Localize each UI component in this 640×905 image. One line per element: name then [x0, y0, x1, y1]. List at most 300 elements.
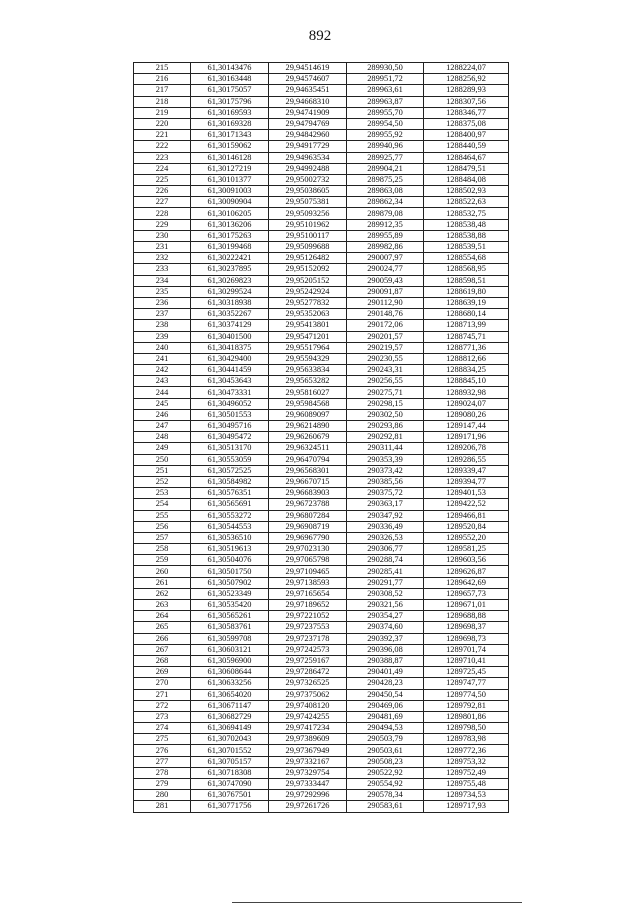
latitude-cell: 61,30608644 — [191, 667, 269, 678]
y-coordinate-cell: 1288771,36 — [424, 342, 509, 353]
x-coordinate-cell: 289963,87 — [347, 96, 424, 107]
table-row — [134, 253, 509, 264]
table-row — [134, 678, 509, 689]
y-coordinate-cell: 1289206,78 — [424, 443, 509, 454]
table-row — [134, 622, 509, 633]
table-row — [134, 365, 509, 376]
latitude-cell: 61,30169593 — [191, 107, 269, 118]
y-coordinate-cell: 1288538,88 — [424, 230, 509, 241]
y-coordinate-cell: 1289339,47 — [424, 465, 509, 476]
point-number-cell: 222 — [134, 141, 191, 152]
x-coordinate-cell: 289912,35 — [347, 219, 424, 230]
longitude-cell: 29,94574607 — [269, 74, 347, 85]
y-coordinate-cell: 1288932,98 — [424, 387, 509, 398]
point-number-cell: 257 — [134, 532, 191, 543]
latitude-cell: 61,30495716 — [191, 421, 269, 432]
x-coordinate-cell: 290298,15 — [347, 398, 424, 409]
longitude-cell: 29,94917729 — [269, 141, 347, 152]
y-coordinate-cell: 1288619,80 — [424, 286, 509, 297]
longitude-cell: 29,97259167 — [269, 655, 347, 666]
latitude-cell: 61,30523349 — [191, 588, 269, 599]
point-number-cell: 223 — [134, 152, 191, 163]
y-coordinate-cell: 1288400,97 — [424, 130, 509, 141]
longitude-cell: 29,94514619 — [269, 63, 347, 74]
table-row — [134, 488, 509, 499]
point-number-cell: 263 — [134, 600, 191, 611]
x-coordinate-cell: 290308,52 — [347, 588, 424, 599]
longitude-cell: 29,95352063 — [269, 309, 347, 320]
latitude-cell: 61,30572525 — [191, 465, 269, 476]
table-row — [134, 174, 509, 185]
latitude-cell: 61,30159062 — [191, 141, 269, 152]
table-row — [134, 342, 509, 353]
x-coordinate-cell: 290112,90 — [347, 297, 424, 308]
latitude-cell: 61,30299524 — [191, 286, 269, 297]
x-coordinate-cell: 290522,92 — [347, 767, 424, 778]
y-coordinate-cell: 1289772,36 — [424, 745, 509, 756]
table-row — [134, 141, 509, 152]
point-number-cell: 252 — [134, 476, 191, 487]
point-number-cell: 271 — [134, 689, 191, 700]
table-row — [134, 242, 509, 253]
latitude-cell: 61,30222421 — [191, 253, 269, 264]
longitude-cell: 29,97424255 — [269, 711, 347, 722]
latitude-cell: 61,30496052 — [191, 398, 269, 409]
point-number-cell: 248 — [134, 432, 191, 443]
x-coordinate-cell: 290374,60 — [347, 622, 424, 633]
y-coordinate-cell: 1289422,52 — [424, 499, 509, 510]
table-row — [134, 723, 509, 734]
longitude-cell: 29,95152092 — [269, 264, 347, 275]
x-coordinate-cell: 290302,50 — [347, 409, 424, 420]
table-row — [134, 208, 509, 219]
table-row — [134, 555, 509, 566]
table-row — [134, 711, 509, 722]
longitude-cell: 29,95101962 — [269, 219, 347, 230]
y-coordinate-cell: 1289581,25 — [424, 544, 509, 555]
y-coordinate-cell: 1289755,48 — [424, 779, 509, 790]
point-number-cell: 260 — [134, 566, 191, 577]
longitude-cell: 29,96683903 — [269, 488, 347, 499]
table-row — [134, 499, 509, 510]
point-number-cell: 224 — [134, 163, 191, 174]
x-coordinate-cell: 290326,53 — [347, 532, 424, 543]
longitude-cell: 29,97237553 — [269, 622, 347, 633]
point-number-cell: 258 — [134, 544, 191, 555]
x-coordinate-cell: 290230,55 — [347, 353, 424, 364]
longitude-cell: 29,97065798 — [269, 555, 347, 566]
longitude-cell: 29,96908719 — [269, 521, 347, 532]
table-row — [134, 790, 509, 801]
y-coordinate-cell: 1289783,98 — [424, 734, 509, 745]
latitude-cell: 61,30536510 — [191, 532, 269, 543]
longitude-cell: 29,95100117 — [269, 230, 347, 241]
point-number-cell: 262 — [134, 588, 191, 599]
x-coordinate-cell: 290007,97 — [347, 253, 424, 264]
table-row — [134, 745, 509, 756]
longitude-cell: 29,94963534 — [269, 152, 347, 163]
point-number-cell: 216 — [134, 74, 191, 85]
x-coordinate-cell: 290392,37 — [347, 633, 424, 644]
latitude-cell: 61,30501553 — [191, 409, 269, 420]
table-row — [134, 297, 509, 308]
y-coordinate-cell: 1288307,56 — [424, 96, 509, 107]
x-coordinate-cell: 290321,56 — [347, 600, 424, 611]
x-coordinate-cell: 289954,50 — [347, 118, 424, 129]
x-coordinate-cell: 289982,86 — [347, 242, 424, 253]
x-coordinate-cell: 290503,61 — [347, 745, 424, 756]
table-row — [134, 779, 509, 790]
point-number-cell: 229 — [134, 219, 191, 230]
latitude-cell: 61,30535420 — [191, 600, 269, 611]
point-number-cell: 280 — [134, 790, 191, 801]
x-coordinate-cell: 290354,27 — [347, 611, 424, 622]
table-row — [134, 443, 509, 454]
x-coordinate-cell: 289955,70 — [347, 107, 424, 118]
x-coordinate-cell: 290508,23 — [347, 756, 424, 767]
point-number-cell: 277 — [134, 756, 191, 767]
y-coordinate-cell: 1289774,50 — [424, 689, 509, 700]
x-coordinate-cell: 290353,39 — [347, 454, 424, 465]
point-number-cell: 279 — [134, 779, 191, 790]
y-coordinate-cell: 1289642,69 — [424, 577, 509, 588]
y-coordinate-cell: 1289753,32 — [424, 756, 509, 767]
longitude-cell: 29,96723788 — [269, 499, 347, 510]
x-coordinate-cell: 290306,77 — [347, 544, 424, 555]
latitude-cell: 61,30584982 — [191, 476, 269, 487]
x-coordinate-cell: 290219,57 — [347, 342, 424, 353]
y-coordinate-cell: 1288639,19 — [424, 297, 509, 308]
table-row — [134, 655, 509, 666]
x-coordinate-cell: 290201,57 — [347, 331, 424, 342]
latitude-cell: 61,30682729 — [191, 711, 269, 722]
x-coordinate-cell: 289875,25 — [347, 174, 424, 185]
y-coordinate-cell: 1289024,07 — [424, 398, 509, 409]
x-coordinate-cell: 289955,92 — [347, 130, 424, 141]
point-number-cell: 255 — [134, 510, 191, 521]
point-number-cell: 269 — [134, 667, 191, 678]
point-number-cell: 270 — [134, 678, 191, 689]
latitude-cell: 61,30747090 — [191, 779, 269, 790]
latitude-cell: 61,30418375 — [191, 342, 269, 353]
latitude-cell: 61,30237895 — [191, 264, 269, 275]
longitude-cell: 29,97389609 — [269, 734, 347, 745]
latitude-cell: 61,30352267 — [191, 309, 269, 320]
latitude-cell: 61,30199468 — [191, 242, 269, 253]
x-coordinate-cell: 290311,44 — [347, 443, 424, 454]
longitude-cell: 29,95984568 — [269, 398, 347, 409]
latitude-cell: 61,30106205 — [191, 208, 269, 219]
latitude-cell: 61,30599708 — [191, 633, 269, 644]
point-number-cell: 220 — [134, 118, 191, 129]
point-number-cell: 217 — [134, 85, 191, 96]
y-coordinate-cell: 1288346,77 — [424, 107, 509, 118]
table-row — [134, 320, 509, 331]
latitude-cell: 61,30453643 — [191, 376, 269, 387]
longitude-cell: 29,95277832 — [269, 297, 347, 308]
x-coordinate-cell: 289925,77 — [347, 152, 424, 163]
table-row — [134, 465, 509, 476]
y-coordinate-cell: 1289657,73 — [424, 588, 509, 599]
latitude-cell: 61,30495472 — [191, 432, 269, 443]
y-coordinate-cell: 1289725,45 — [424, 667, 509, 678]
point-number-cell: 227 — [134, 197, 191, 208]
latitude-cell: 61,30146128 — [191, 152, 269, 163]
x-coordinate-cell: 290578,34 — [347, 790, 424, 801]
longitude-cell: 29,95038605 — [269, 186, 347, 197]
x-coordinate-cell: 290024,77 — [347, 264, 424, 275]
point-number-cell: 274 — [134, 723, 191, 734]
y-coordinate-cell: 1289752,49 — [424, 767, 509, 778]
y-coordinate-cell: 1289792,81 — [424, 700, 509, 711]
x-coordinate-cell: 290401,49 — [347, 667, 424, 678]
table-row — [134, 588, 509, 599]
latitude-cell: 61,30544553 — [191, 521, 269, 532]
latitude-cell: 61,30101377 — [191, 174, 269, 185]
x-coordinate-cell: 289879,08 — [347, 208, 424, 219]
longitude-cell: 29,95205152 — [269, 275, 347, 286]
latitude-cell: 61,30136206 — [191, 219, 269, 230]
point-number-cell: 243 — [134, 376, 191, 387]
x-coordinate-cell: 290469,06 — [347, 700, 424, 711]
x-coordinate-cell: 290481,69 — [347, 711, 424, 722]
y-coordinate-cell: 1289710,41 — [424, 655, 509, 666]
table-row — [134, 521, 509, 532]
y-coordinate-cell: 1288539,51 — [424, 242, 509, 253]
longitude-cell: 29,95653282 — [269, 376, 347, 387]
x-coordinate-cell: 290554,92 — [347, 779, 424, 790]
latitude-cell: 61,30473331 — [191, 387, 269, 398]
table-row — [134, 152, 509, 163]
y-coordinate-cell: 1288812,66 — [424, 353, 509, 364]
y-coordinate-cell: 1289698,73 — [424, 633, 509, 644]
x-coordinate-cell: 289940,96 — [347, 141, 424, 152]
longitude-cell: 29,96670715 — [269, 476, 347, 487]
latitude-cell: 61,30441459 — [191, 365, 269, 376]
table-row — [134, 186, 509, 197]
latitude-cell: 61,30175796 — [191, 96, 269, 107]
latitude-cell: 61,30519613 — [191, 544, 269, 555]
y-coordinate-cell: 1288464,67 — [424, 152, 509, 163]
x-coordinate-cell: 290503,79 — [347, 734, 424, 745]
latitude-cell: 61,30429400 — [191, 353, 269, 364]
table-row — [134, 454, 509, 465]
longitude-cell: 29,96568301 — [269, 465, 347, 476]
point-number-cell: 264 — [134, 611, 191, 622]
table-row — [134, 85, 509, 96]
table-row — [134, 286, 509, 297]
longitude-cell: 29,95594329 — [269, 353, 347, 364]
point-number-cell: 237 — [134, 309, 191, 320]
point-number-cell: 234 — [134, 275, 191, 286]
longitude-cell: 29,94842960 — [269, 130, 347, 141]
point-number-cell: 259 — [134, 555, 191, 566]
longitude-cell: 29,96967790 — [269, 532, 347, 543]
longitude-cell: 29,95002732 — [269, 174, 347, 185]
x-coordinate-cell: 290288,74 — [347, 555, 424, 566]
longitude-cell: 29,95517964 — [269, 342, 347, 353]
longitude-cell: 29,96324511 — [269, 443, 347, 454]
y-coordinate-cell: 1289698,37 — [424, 622, 509, 633]
latitude-cell: 61,30718308 — [191, 767, 269, 778]
table-row — [134, 219, 509, 230]
table-row — [134, 118, 509, 129]
point-number-cell: 272 — [134, 700, 191, 711]
table-row — [134, 387, 509, 398]
y-coordinate-cell: 1288256,92 — [424, 74, 509, 85]
point-number-cell: 247 — [134, 421, 191, 432]
point-number-cell: 230 — [134, 230, 191, 241]
y-coordinate-cell: 1288440,59 — [424, 141, 509, 152]
point-number-cell: 268 — [134, 655, 191, 666]
longitude-cell: 29,94741909 — [269, 107, 347, 118]
table-row — [134, 756, 509, 767]
x-coordinate-cell: 290148,76 — [347, 309, 424, 320]
point-number-cell: 219 — [134, 107, 191, 118]
y-coordinate-cell: 1288713,99 — [424, 320, 509, 331]
longitude-cell: 29,94992488 — [269, 163, 347, 174]
table-row — [134, 353, 509, 364]
table-row — [134, 96, 509, 107]
table-row — [134, 667, 509, 678]
latitude-cell: 61,30702043 — [191, 734, 269, 745]
page-bottom-rule — [232, 902, 522, 903]
y-coordinate-cell: 1289552,20 — [424, 532, 509, 543]
table-row — [134, 566, 509, 577]
latitude-cell: 61,30565691 — [191, 499, 269, 510]
table-row — [134, 510, 509, 521]
coordinates-table-body — [134, 63, 509, 813]
latitude-cell: 61,30603121 — [191, 644, 269, 655]
x-coordinate-cell: 289904,21 — [347, 163, 424, 174]
y-coordinate-cell: 1288554,68 — [424, 253, 509, 264]
y-coordinate-cell: 1288522,63 — [424, 197, 509, 208]
longitude-cell: 29,95633834 — [269, 365, 347, 376]
y-coordinate-cell: 1289603,56 — [424, 555, 509, 566]
y-coordinate-cell: 1288484,08 — [424, 174, 509, 185]
table-row — [134, 107, 509, 118]
page-number: 892 — [308, 28, 332, 44]
x-coordinate-cell: 290347,92 — [347, 510, 424, 521]
latitude-cell: 61,30171343 — [191, 130, 269, 141]
latitude-cell: 61,30374129 — [191, 320, 269, 331]
longitude-cell: 29,95093256 — [269, 208, 347, 219]
x-coordinate-cell: 290172,06 — [347, 320, 424, 331]
point-number-cell: 254 — [134, 499, 191, 510]
y-coordinate-cell: 1289688,88 — [424, 611, 509, 622]
point-number-cell: 239 — [134, 331, 191, 342]
x-coordinate-cell: 290375,72 — [347, 488, 424, 499]
longitude-cell: 29,97326525 — [269, 678, 347, 689]
table-row — [134, 801, 509, 812]
y-coordinate-cell: 1289394,77 — [424, 476, 509, 487]
y-coordinate-cell: 1289080,26 — [424, 409, 509, 420]
longitude-cell: 29,95126482 — [269, 253, 347, 264]
x-coordinate-cell: 290256,55 — [347, 376, 424, 387]
x-coordinate-cell: 290293,86 — [347, 421, 424, 432]
point-number-cell: 242 — [134, 365, 191, 376]
table-row — [134, 421, 509, 432]
point-number-cell: 218 — [134, 96, 191, 107]
latitude-cell: 61,30504076 — [191, 555, 269, 566]
y-coordinate-cell: 1289701,74 — [424, 644, 509, 655]
table-row — [134, 264, 509, 275]
table-row — [134, 633, 509, 644]
point-number-cell: 266 — [134, 633, 191, 644]
longitude-cell: 29,97417234 — [269, 723, 347, 734]
x-coordinate-cell: 290275,71 — [347, 387, 424, 398]
longitude-cell: 29,94794769 — [269, 118, 347, 129]
point-number-cell: 233 — [134, 264, 191, 275]
x-coordinate-cell: 290091,87 — [347, 286, 424, 297]
latitude-cell: 61,30269823 — [191, 275, 269, 286]
point-number-cell: 275 — [134, 734, 191, 745]
table-row — [134, 197, 509, 208]
longitude-cell: 29,97109465 — [269, 566, 347, 577]
table-row — [134, 309, 509, 320]
latitude-cell: 61,30175263 — [191, 230, 269, 241]
table-row — [134, 532, 509, 543]
table-row — [134, 409, 509, 420]
table-row — [134, 689, 509, 700]
latitude-cell: 61,30553059 — [191, 454, 269, 465]
point-number-cell: 228 — [134, 208, 191, 219]
table-row — [134, 130, 509, 141]
y-coordinate-cell: 1288532,75 — [424, 208, 509, 219]
table-row — [134, 544, 509, 555]
x-coordinate-cell: 289930,50 — [347, 63, 424, 74]
y-coordinate-cell: 1289734,53 — [424, 790, 509, 801]
point-number-cell: 273 — [134, 711, 191, 722]
table-row — [134, 230, 509, 241]
latitude-cell: 61,30767501 — [191, 790, 269, 801]
latitude-cell: 61,30553272 — [191, 510, 269, 521]
longitude-cell: 29,97189652 — [269, 600, 347, 611]
latitude-cell: 61,30091003 — [191, 186, 269, 197]
point-number-cell: 267 — [134, 644, 191, 655]
x-coordinate-cell: 290373,42 — [347, 465, 424, 476]
latitude-cell: 61,30169328 — [191, 118, 269, 129]
x-coordinate-cell: 289963,61 — [347, 85, 424, 96]
point-number-cell: 238 — [134, 320, 191, 331]
point-number-cell: 253 — [134, 488, 191, 499]
x-coordinate-cell: 290450,54 — [347, 689, 424, 700]
point-number-cell: 281 — [134, 801, 191, 812]
x-coordinate-cell: 290292,81 — [347, 432, 424, 443]
longitude-cell: 29,95413801 — [269, 320, 347, 331]
point-number-cell: 236 — [134, 297, 191, 308]
point-number-cell: 225 — [134, 174, 191, 185]
point-number-cell: 231 — [134, 242, 191, 253]
point-number-cell: 249 — [134, 443, 191, 454]
table-row — [134, 577, 509, 588]
point-number-cell: 250 — [134, 454, 191, 465]
longitude-cell: 29,94668310 — [269, 96, 347, 107]
latitude-cell: 61,30633256 — [191, 678, 269, 689]
latitude-cell: 61,30318938 — [191, 297, 269, 308]
latitude-cell: 61,30671147 — [191, 700, 269, 711]
latitude-cell: 61,30576351 — [191, 488, 269, 499]
latitude-cell: 61,30701552 — [191, 745, 269, 756]
y-coordinate-cell: 1289671,01 — [424, 600, 509, 611]
point-number-cell: 226 — [134, 186, 191, 197]
x-coordinate-cell: 290428,23 — [347, 678, 424, 689]
latitude-cell: 61,30163448 — [191, 74, 269, 85]
x-coordinate-cell: 290396,08 — [347, 644, 424, 655]
y-coordinate-cell: 1288834,25 — [424, 365, 509, 376]
longitude-cell: 29,94635451 — [269, 85, 347, 96]
table-row — [134, 644, 509, 655]
